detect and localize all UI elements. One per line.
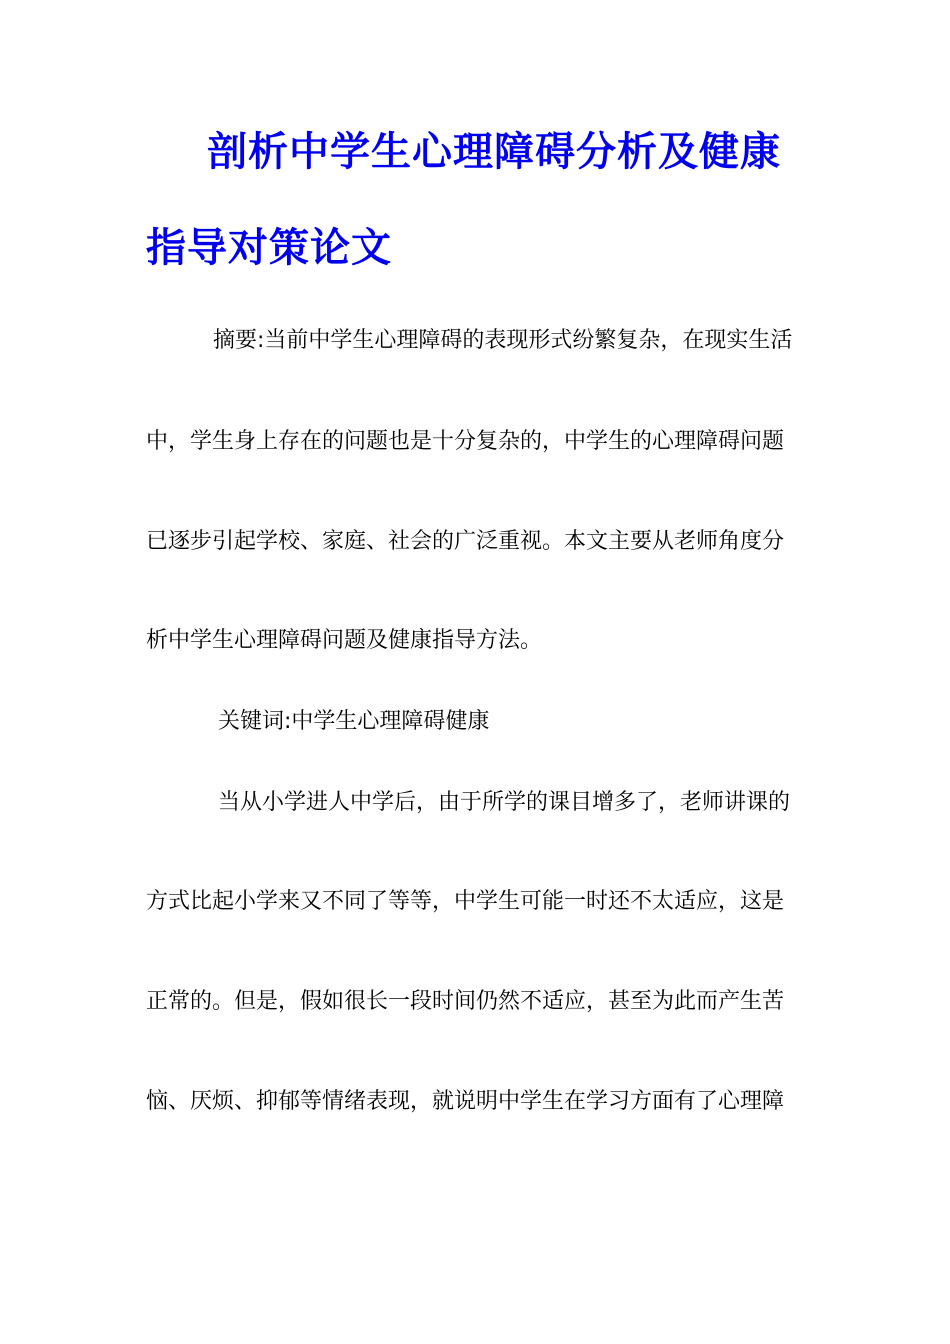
body-line-3: 正常的。但是，假如很长一段时间仍然不适应，甚至为此而产生苦 [146,989,785,1014]
abstract-line-2: 中，学生身上存在的问题也是十分复杂的，中学生的心理障碍问题 [146,429,785,454]
document-title-line-2: 指导对策论文 [146,225,392,271]
body-line-4: 恼、厌烦、抑郁等情绪表现，就说明中学生在学习方面有了心理障 [146,1089,785,1114]
body-line-2: 方式比起小学来又不同了等等，中学生可能一时还不太适应，这是 [146,889,785,914]
body-line-1: 当从小学进人中学后，由于所学的课目增多了，老师讲课的 [218,790,791,815]
abstract-line-3: 已逐步引起学校、家庭、社会的广泛重视。本文主要从老师角度分 [146,529,785,554]
document-title-line-1: 剖析中学生心理障碍分析及健康 [207,129,781,175]
abstract-line-4: 析中学生心理障碍问题及健康指导方法。 [146,628,543,653]
abstract-line-1: 摘要:当前中学生心理障碍的表现形式纷繁复杂，在现实生活 [213,328,793,353]
keywords-line: 关键词:中学生心理障碍健康 [218,709,490,734]
